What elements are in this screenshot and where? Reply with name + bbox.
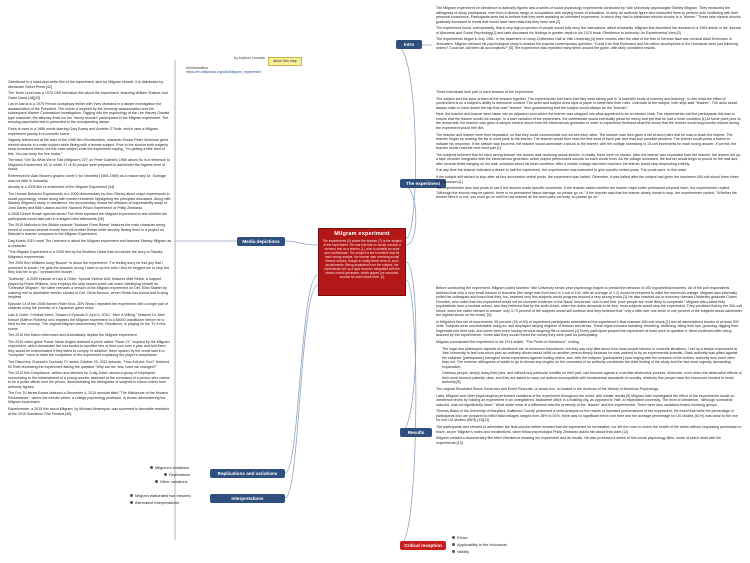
- replication-item[interactable]: [155, 479, 187, 484]
- intro-note: The experiments began in July 1961, in the basement of Linsly-Chittenden Hall at Yale University,[4] three months after the start of the trial of German Nazi war criminal Adolf Eichmann in Jerusalem. Milgram devised his psychological study to answer the popular contemporary question: "Could it be that Eichmann and his million accomplices in the Holocaust were just following orders? Could we call them all accomplices?" [5] The experiment was repeated many times around the globe, with fairly consistent results.: [436, 37, 738, 51]
- intro-note: The experiment found, unexpectedly, that a very high proportion of people would fully obey the instructions, albeit reluctantly. Milgram first described his research in a 1963 article in the Journal of Abnormal and Social Psychology[1] and later discussed his findings in greater depth in his 1974 book, Obedience to Authority: An Experimental View.[3]: [436, 26, 741, 35]
- source-note: [186, 66, 296, 74]
- media-note: The 2012 film Compliance, written and directed by Craig Zobel, shows a group of employees succumbing to the mistreatment of a young counter assistant at the command of a person who claims to be a police officer over the phone, demonstrating the willingness of subjects to follow orders from authority figures.: [8, 371, 170, 389]
- about-callout[interactable]: about this map: [268, 57, 302, 66]
- bullet-icon: [452, 550, 455, 553]
- interpretation-label: Milgram elaborated two theories:: [135, 493, 192, 498]
- media-note: "Authority", a 2009 episode of Law & Order: Special Victims Unit, features Matt Rinick, a suspect played by Robin Williams, who employs the strip search prank call scam; identifying himself as "Detective Milgram", the latter reenacts a version of the Milgram experiment on Det. Elliot Stabler by ordering him to administer electric shocks to Det. Olivia Benson, whom Rinick has bound and is lying helpless.: [8, 277, 168, 300]
- media-note: The 2010 film Damn referenced and dramatically depicts the Milgram experiment.: [8, 333, 138, 338]
- central-description: The experiments (4) where the teacher (T) is the subject of the experiment. He was told that he would conduct a memory test on a learner (L), who is actually an actor and confederate. The subject is led to believe that for each wrong answer, the learner was receiving actual electric shocks, though in reality there were no such punishments. Being separated from the subject, the confederate set up a tape recorder integrated with the electro-shock generator, which played pre-recorded sounds for each shock level. [1]: [322, 239, 402, 279]
- media-note: "The Milgram Experiment is a 2009 film by the Brothers Globe that chronicles the story of Stanley Milgram's experiments.: [8, 250, 163, 259]
- media-note: Episode 14 of the 2008 Kamen Rider Kiva, ZEN Show I repeated the experiment with a single pair of subjects using the premise of a Japanese game show.: [8, 301, 168, 311]
- experiment-note: If the subject still wished to stop after all four successive verbal prods, the experiment was halted. Otherwise, it was halted after the subject had given the maximum 450-volt shock three times in succession.[1]: [436, 175, 739, 184]
- interpretation-item[interactable]: [130, 500, 179, 505]
- media-note: Obedience is a black-and-white film of the experiment, shot by Milgram himself. It is distributed by Alexander Street Press.[42]: [8, 80, 164, 89]
- results-note: In Milgram's first set of experiments, 65 percent (26 of 40) of experiment participants administered the experiment's final massive 450-volt shock,[1] and all administered shocks of at least 300 volts. Subjects were uncomfortable doing so, and displayed varying degrees of tension and stress. These signs included sweating, trembling, stuttering, biting their lips, groaning, digging their fingernails into their skin, and some were even having nervous laughing fits or seizures.[1] Every participant paused the experiment at least once to question it. Most continued after being assured by the experimenter. Some said they would refund the money they were paid for participating.: [436, 319, 739, 338]
- media-note: A 2008 Derren Brown special named The Heist repeated the Milgram experiment to test whether the participants would take part in a staged heist afterwards.[45]: [8, 212, 168, 221]
- experiment-note: The experimenter also had prods to use if the teacher made specific comments. If the teacher asked whether the learner might suffer permanent physical harm, the experimenter replied, "Although the shocks may be painful, there is no permanent tissue damage, so please go on." If the teacher said that the learner clearly wants to stop, the experimenter replied, "Whether the learner likes it or not, you must go on until he has learned all the word pairs correctly, so please go on.": [436, 186, 737, 200]
- media-note: Experimenter, a 2015 film about Milgram, by Michael Almereyda, was screened to favorable reactions at the 2015 Sundance Film Festival.[46]: [8, 407, 170, 416]
- media-note: The Tenth Level was a 1976 CBS television film about the experiment, featuring William Shatner and Ossie Davis.[18][43]: [8, 91, 168, 100]
- replication-item[interactable]: [164, 472, 190, 477]
- experiment-note: Next, the teacher and learner were taken into an adjacent room where the learner was strapped into what appeared to be an electric chair. The experimenter told the participants this was to ensure that the learner would not escape. In a later variation of the experiment, the confederate would eventually plead for mercy and yell that he had a heart condition.[1] At some point prior to the actual test, the teacher was given a sample electric shock from the electroshock generator in order to experience firsthand what the shock that the learner would supposedly receive during the experiment would feel like.: [436, 112, 741, 130]
- results-note: Milgram created a documentary film titled Obedience showing the experiment and its results. He also produced a series of five social psychology films, some of which dealt with his experiments.[13]: [436, 436, 721, 445]
- criticism-label: Applicability to the Holocaust: [457, 542, 507, 547]
- topic-experiment[interactable]: The experiment: [400, 179, 446, 188]
- media-note: Fools is used in a 1986 movie starring Gary Busey and Annette O'Toole, which uses a Milgram experiment parody in a comedic scene.: [8, 127, 159, 136]
- replication-label: Milgram's variations: [155, 465, 190, 470]
- interpretation-label: Alternative interpretations: [135, 500, 180, 505]
- criticism-label: Validity: [457, 549, 470, 554]
- topic-results[interactable]: Results: [400, 428, 432, 437]
- results-note: The original Simulated Shock Generator and Event Recorder, or shock box, is located in the Archives of the History of American Psychology.: [436, 386, 659, 391]
- media-note: I as in Icarus is a 1979 French conspiracy thriller with Yves Montand in a lawyer investigation the assassination of the President. The movie is inspired by the Kennedy assassination and the subsequent Warren Commission investigation. Digging into the psychology of the Lee Harvey Oswald type character, the attorney finds out the "decoy shooter" participated in the Milgram experiment. The ensuing psychiatric test is presented to the unsuspecting lawyer.: [8, 102, 170, 125]
- experiment-note: Three individuals took part in each session of the experiment:: [436, 90, 534, 94]
- topic-intro[interactable]: Intro: [396, 40, 422, 49]
- bullet-icon: [164, 473, 167, 476]
- criticism-item[interactable]: [452, 549, 469, 554]
- media-note: The 2010 video game Portal: Mean Angles featured a piece called "Stock 11", inspired by the Milgram experiment, which demanded the mechanics to sacrifice one of their own over a year and told them they would be exterminated if they failed to comply. In addition, there spoken by the credit said in a "computer" voice to mark the completion of the experiment explaining the player's compliance.: [8, 339, 170, 358]
- media-note: The Fox TV series Bones featured a December 4, 2014 episode titled "The Misfortune of the Modern Redundance", where the murder victim, a college psychology professor, is shown administering the Milgram experiment.: [8, 391, 168, 405]
- media-note: The track "We Do What We're Told (Milgram's 37)" on Peter Gabriel's 1986 album So is a reference to Milgram's Experiment 18, in which 37 of 40 people were prepared to administer the highest level of shock.: [8, 158, 170, 172]
- author-credit: by anjchez lomasta: [234, 56, 265, 60]
- source-link[interactable]: https://en.wikipedia.org/wiki/Milgram_experiment: [186, 70, 262, 75]
- media-note: Dag Kolsto 2010 novel The Learners is about the Milgram experiment and features Stanley Milgram as a character.: [8, 239, 172, 248]
- topic-interpretations[interactable]: Interpretations: [210, 494, 285, 503]
- bullet-icon: [130, 501, 133, 504]
- bullet-icon: [452, 536, 455, 539]
- central-topic[interactable]: [318, 228, 406, 296]
- results-note: Milgram summarized the experiment in his 1974 article, "The Perils of Obedience", writing:: [436, 339, 580, 344]
- replication-label: Replications: [169, 472, 191, 477]
- media-note: Vaguely referenced at the start of the 1986 film Ghostbusters, character Doctor Peter Venkman gives electric shocks to a male subject while flirting with a female subject. Prior to the shocks both subjects show increased stress, but the male subject ends the experiment saying, "I'm getting a little tired of this. You can keep the five bucks.": [8, 138, 169, 156]
- criticism-item[interactable]: [452, 542, 507, 547]
- central-title: Milgram experiment: [334, 231, 390, 237]
- results-note: The participants who refused to administer the final shocks neither insisted that the experiment be terminated, nor left the room to check the health of the victim without requesting permission to leave, as per Milgram's notes and recollections, when fellow psychologist Philip Zimbardo asked him about that point.[12]: [436, 425, 742, 434]
- results-notes: [436, 286, 742, 534]
- experiment-note: The teacher and learner were then separated, so that they could communicate but not see each other. The teacher was then given a list of word pairs that he was to teach the learner. The teacher began by reading the list of word pairs to the learner. The teacher would then read the first word of each pair and read four possible answers. The learner would press a button to indicate his response. If the answer was incorrect, the teacher would administer a shock to the learner, with the voltage increasing in 15-volt increments for each wrong answer. If correct, the teacher would read the next word pair.[1]: [436, 132, 737, 151]
- results-note: Before conducting the experiment, Milgram polled fourteen Yale University senior-year psychology majors to predict the behavior of 100 hypothetical teachers. All of the poll respondents believed that only a very small fraction of teachers (the range was from zero to 3 out of 100, with an average of 1.2) would be prepared to inflict the maximum voltage. Milgram also informally polled his colleagues and found that they, too, believed very few subjects would progress beyond a very strong shock.[1] He also reached out to honorary Harvard University graduate Chaim Homnick, who noted that this experiment would not be concrete evidence of the Nazis' innocence, due to fact that "poor people are more likely to cooperate." Milgram also polled forty psychiatrists from a medical school, and they believed that by the tenth shock, when the victim demands to be free, most subjects would stop the experiment. They predicted that by the 300-volt shock, when the victim refuses to answer, only 3.73 percent of the subjects would still continue and they believed that "only a little over one-tenth of one percent of the subjects would administer the highest shock on the board."[6]: [436, 286, 742, 317]
- media-note: The Human Behavior Experiments is a 2006 documentary by Alex Gibney about major experiments in social psychology, shown along with modern incidents highlighting the principles discussed. Along with Stanley Milgram's study in obedience, the documentary shows the diffusion of responsibility study of John Darley and Bibb Latane and the Stanford Prison Experiment of Philip Zimbardo.: [8, 192, 171, 210]
- source-label: all information: [186, 66, 208, 70]
- experiment-note: The subjects believed that for each wrong answer, the learner was receiving actual shocks. In reality, there were no shocks. After the learner was separated from the teacher, the learner set up a tape recorder integrated with the electroshock generator, which played prerecorded sounds for each shock level. As the voltage increased, the learner would begin to pound on the wall and, after several times banging on the wall, complain about his heart condition. After a certain voltage had been reached, the learner would stop responding entirely.: [436, 152, 740, 166]
- interpretation-item[interactable]: [130, 493, 191, 498]
- replication-label: Other variations: [160, 479, 188, 484]
- media-notes: [8, 80, 172, 460]
- experiment-note: If at any time the teacher indicated a desire to halt the experiment, the experimenter was instructed to give specific verbal prods. The prods were, in this order:: [436, 168, 688, 173]
- topic-media-depictions[interactable]: Media depictions: [237, 237, 285, 246]
- results-note: Thomas Blass of the University of Maryland, Baltimore County performed a meta-analysis on the results of repeated performances of the experiment. He found that while the percentage of participants who are prepared to inflict fatal voltages ranged from 28% to 91%, there was no significant trend over time and the average percentage for US studies (61%) was close to the one for non-US studies (66%).[10][11]: [436, 409, 739, 423]
- intro-notes: [436, 6, 742, 72]
- media-note: The Discovery Channel's Curiosity TV series October 20, 2011 episode, "How Evil Are You?" featured Eli Roth recreating the experiment asking the question "Why are we, fear, have we changed?": [8, 360, 170, 369]
- replication-item[interactable]: [150, 465, 189, 470]
- results-note: Ordinary people, simply doing their jobs, and without any particular hostility on their part, can become agents in a terrible destructive process. Moreover, even when the destructive effects of their work become patently clear, and they are asked to carry out actions incompatible with fundamental standards of morality, relatively few people have the resources needed to resist authority.[8]: [442, 371, 742, 385]
- topic-replications[interactable]: Replications and variations: [210, 469, 285, 478]
- experiment-notes: [436, 90, 742, 282]
- bullet-icon: [452, 543, 455, 546]
- media-note: Referenced in Alan Moore's graphic novel V for Vendetta (1988-1989) as a reason why Dr. Surridge was not faith in humanity.: [8, 174, 167, 183]
- criticism-item[interactable]: [452, 535, 468, 540]
- media-note: The 2010 Malcolm in the Middle episode "Malcolm Films Reese" features the main character being forced to conduct several events from his brother Reese while secretly filming them in a project on Malcolm's teacher compares to the Milgram Experiment.: [8, 223, 165, 237]
- topic-critical-reception[interactable]: Critical reception: [400, 541, 446, 550]
- experiment-note: The subject and the actor arrived at the session together. The experimenter told them that they were taking part in "a scientific study of memory and learning", to see what the effect of punishment is on a subject's ability to memorize content. The actor and subject drew slips of paper to determine their roles. Unknown to the subject, both slips said "teacher". The actor would always claim to have drawn the slip that read "learner", thus guaranteeing that the subject would always be the "teacher".: [436, 96, 738, 110]
- criticism-label: Ethics: [457, 535, 468, 540]
- results-note: Later, Milgram and other psychologists performed variations of the experiment throughout the world, with similar results.[9] Milgram later investigated the effect of the experiment's locale on obedience levels by holding an experiment in an unregistered, backstreet office in a bustling city, as opposed to Yale, a respectable university. The level of obedience, "although somewhat reduced, was not significantly lower." What made more of a difference was the proximity of the "learner" and the experimenter. There were also variations tested involving groups.: [436, 393, 735, 407]
- intro-note: The Milgram experiment on obedience to authority figures was a series of social psychology experiments conducted by Yale University psychologist Stanley Milgram. They measured the willingness of study participants, men from a diverse range of occupations with varying levels of education, to obey an authority figure who instructed them to perform acts conflicting with their personal conscience. Participants were led to believe that they were assisting an unrelated experiment, in which they had to administer electric shocks to a "learner." These fake electric shocks gradually increased to levels that would have been fatal had they been real.[2]: [436, 6, 741, 24]
- media-note: Atrocity is a 2005 film re-enactment of the Milgram Experiment.[44]: [8, 185, 115, 190]
- bullet-icon: [155, 480, 158, 483]
- bullet-icon: [150, 466, 153, 469]
- media-note: The 2009 Ben Williams song "Buzzer" is about the experiment: "I'm feeling sorry for this guy that I promised to shock / He gets the answers wrong I have to up the volts / And he begged me to stop but they told me to go / I pressed the buzzer.": [8, 261, 169, 275]
- bullet-icon: [130, 494, 133, 497]
- media-note: Law & Order: Criminal Intent, Season 6 Episode 6, April 3, 2010, "Abel & Willing," features Dr. Abel Kessel (Saffron Roberts) who explains the Milgram experiment to a $5000 practitioner before he is fired for the coverup. The original Milgram documentary film, Obedience, is playing on the TV in the scene.: [8, 313, 166, 331]
- results-note: The legal and philosophic aspects of obedience are of enormous importance, but they say very little about how most people behave in concrete situations. I set up a simple experiment at Yale University to test how much pain an ordinary citizen would inflict on another person simply because he was ordered to by an experimental scientist. Stark authority was pitted against the subjects' [participants'] strongest moral imperatives against hurting others, and, with the subjects' [participants'] ears ringing with the screams of the victims, authority won more often than not. The extreme willingness of adults to go to almost any lengths on the command of an authority constitutes the chief finding of the study and the fact most urgently demanding explanation.: [442, 346, 738, 369]
